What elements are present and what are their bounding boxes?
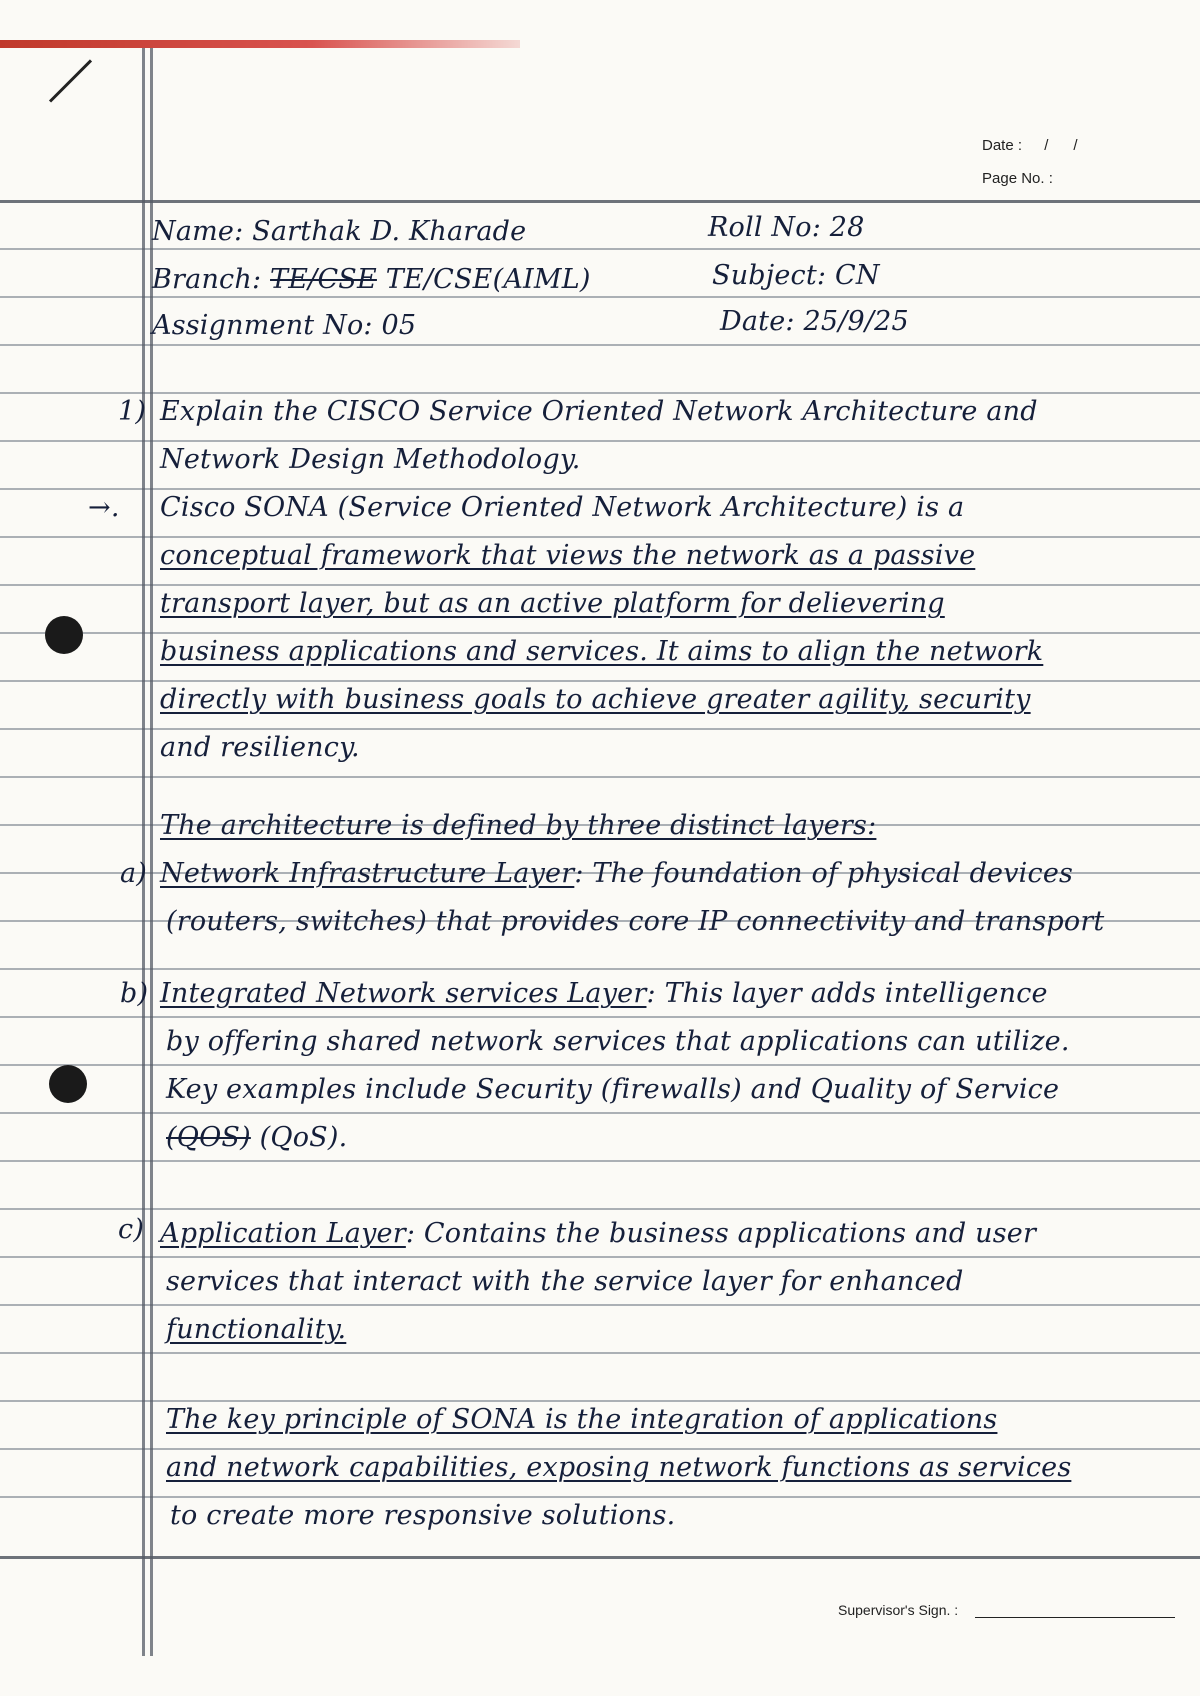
answer-intro-line: transport layer, but as an active platform for delievering bbox=[160, 588, 945, 619]
layer-first-line bbox=[160, 978, 1048, 1009]
student-name: Name: Sarthak D. Kharade bbox=[152, 216, 527, 247]
branch-prefix: Branch: bbox=[152, 264, 271, 295]
layer-description: : This layer adds intelligence bbox=[646, 978, 1048, 1009]
page-no-label: Page No. : bbox=[982, 170, 1053, 187]
header-rule bbox=[0, 200, 1200, 203]
page-top-edge-stripe bbox=[0, 40, 520, 48]
ruled-line bbox=[0, 728, 1200, 730]
layer-title: Network Infrastructure Layer bbox=[160, 858, 575, 889]
layer-title: Application Layer bbox=[160, 1218, 406, 1249]
layer-line: functionality. bbox=[166, 1314, 347, 1345]
date-label: Date : bbox=[982, 137, 1023, 154]
ruled-line bbox=[0, 584, 1200, 586]
assignment-date: Date: 25/9/25 bbox=[720, 306, 909, 337]
answer-intro-line: Cisco SONA (Service Oriented Network Architecture) is a bbox=[160, 492, 965, 523]
answer-intro-line: conceptual framework that views the network as a passive bbox=[160, 540, 976, 571]
branch bbox=[152, 264, 591, 295]
supervisor-sign-label: Supervisor's Sign. : bbox=[838, 1602, 959, 1618]
answer-intro-line: and resiliency. bbox=[160, 732, 360, 763]
ruled-line bbox=[0, 632, 1200, 634]
ruled-line bbox=[0, 1256, 1200, 1258]
ruled-line bbox=[0, 1400, 1200, 1402]
layer-title: Integrated Network services Layer bbox=[160, 978, 647, 1009]
ruled-line bbox=[0, 248, 1200, 250]
ruled-line bbox=[0, 1352, 1200, 1354]
punch-hole bbox=[49, 1065, 87, 1103]
ruled-line bbox=[0, 488, 1200, 490]
punch-hole bbox=[45, 616, 83, 654]
ruled-line bbox=[0, 392, 1200, 394]
ruled-line bbox=[0, 1208, 1200, 1210]
supervisor-sign-line bbox=[975, 1617, 1175, 1618]
layer-line: (routers, switches) that provides core IP connectivity and transport bbox=[166, 906, 1105, 937]
layer-first-line bbox=[160, 1218, 1036, 1249]
layer-line: by offering shared network services that applications can utilize. bbox=[166, 1026, 1070, 1057]
answer-intro-line: directly with business goals to achieve greater agility, security bbox=[160, 684, 1031, 715]
conclusion-line: and network capabilities, exposing network functions as services bbox=[166, 1452, 1072, 1483]
ruled-line bbox=[0, 1496, 1200, 1498]
ruled-line bbox=[0, 1304, 1200, 1306]
date-field bbox=[982, 137, 1078, 154]
subject: Subject: CN bbox=[712, 260, 880, 291]
answer-intro-line: business applications and services. It aims to align the network bbox=[160, 636, 1044, 667]
branch-struck-text: TE/CSE bbox=[270, 264, 377, 295]
question-number: 1) bbox=[118, 396, 147, 427]
layer-line-rest: (QoS). bbox=[250, 1122, 348, 1153]
ruled-line bbox=[0, 1160, 1200, 1162]
ruled-line bbox=[0, 776, 1200, 778]
layer-last-line bbox=[166, 1122, 347, 1153]
layers-heading: The architecture is defined by three distinct layers: bbox=[160, 810, 877, 841]
conclusion-line: The key principle of SONA is the integration of applications bbox=[166, 1404, 998, 1435]
footer-rule bbox=[0, 1556, 1200, 1559]
struck-text: (QOS) bbox=[166, 1122, 251, 1153]
layer-line: services that interact with the service layer for enhanced bbox=[166, 1266, 964, 1297]
question-line: Network Design Methodology. bbox=[160, 444, 581, 475]
ruled-line bbox=[0, 1112, 1200, 1114]
layer-description: : Contains the business applications and user bbox=[405, 1218, 1037, 1249]
question-line: Explain the CISCO Service Oriented Network Architecture and bbox=[160, 396, 1038, 427]
ruled-line bbox=[0, 440, 1200, 442]
margin-line bbox=[142, 48, 145, 1656]
conclusion-line: to create more responsive solutions. bbox=[170, 1500, 676, 1531]
layer-marker: b) bbox=[120, 978, 149, 1009]
ruled-line bbox=[0, 1448, 1200, 1450]
ruled-line bbox=[0, 1064, 1200, 1066]
ruled-line bbox=[0, 296, 1200, 298]
ruled-line bbox=[0, 968, 1200, 970]
ruled-line bbox=[0, 680, 1200, 682]
layer-marker: a) bbox=[120, 858, 148, 889]
layer-first-line bbox=[160, 858, 1073, 889]
layer-description: : The foundation of physical devices bbox=[574, 858, 1074, 889]
corner-slash-mark bbox=[49, 59, 92, 102]
layer-marker: c) bbox=[118, 1214, 145, 1245]
answer-arrow: →. bbox=[88, 492, 120, 523]
roll-number: Roll No: 28 bbox=[708, 212, 865, 243]
date-slashes: / / bbox=[1044, 137, 1078, 154]
assignment-number: Assignment No: 05 bbox=[152, 310, 417, 341]
branch-value: TE/CSE(AIML) bbox=[376, 264, 591, 295]
layer-line: Key examples include Security (firewalls) and Quality of Service bbox=[166, 1074, 1060, 1105]
ruled-line bbox=[0, 1016, 1200, 1018]
ruled-line bbox=[0, 536, 1200, 538]
ruled-line bbox=[0, 344, 1200, 346]
